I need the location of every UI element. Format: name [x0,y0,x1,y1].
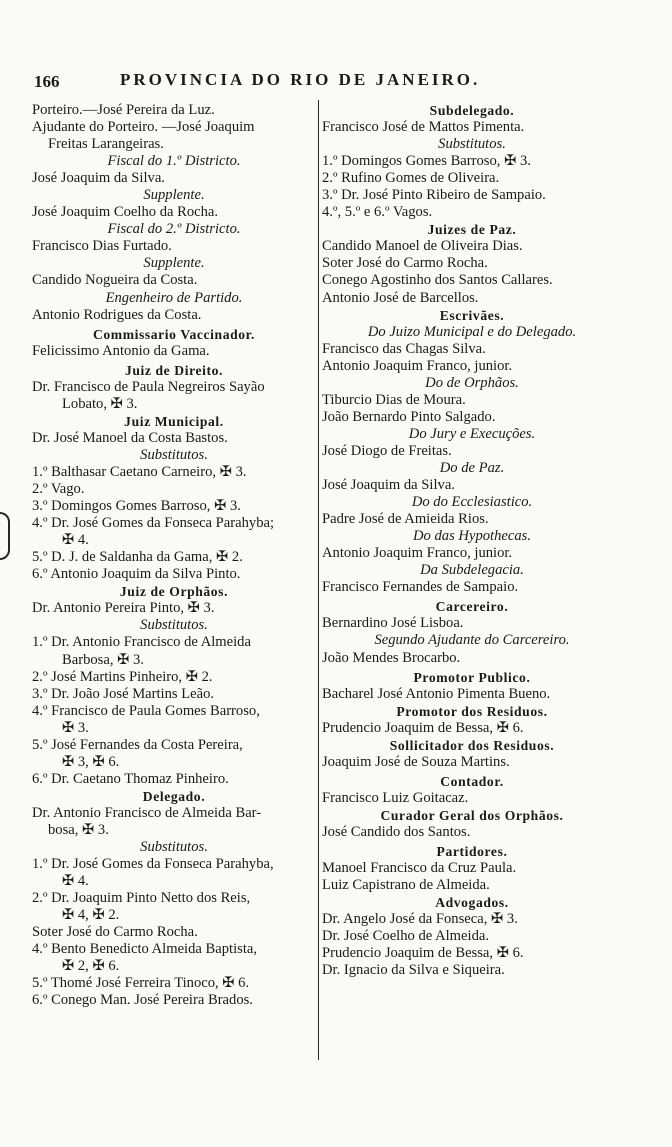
entry-line: Dr. Antonio Pereira Pinto, ✠ 3. [32,600,215,617]
subsection-heading: Do Juizo Municipal e do Delegado. [367,323,577,340]
entry-line: Bernardino José Lisboa. [322,615,464,632]
entry-line: 6.º Antonio Joaquim da Silva Pinto. [32,566,241,583]
section-heading: Partidores. [436,844,508,860]
entry-line: Antonio Joaquim Franco, junior. [322,545,513,562]
entry-line: Luiz Capistrano de Almeida. [322,877,490,894]
subsection-heading: Do Jury e Execuções. [408,425,536,442]
section-heading: Juiz de Direito. [124,362,224,378]
section-heading: Advogados. [435,895,509,911]
entry-line: 4.º Bento Benedicto Almeida Baptista, [32,941,258,958]
entry-line: Candido Nogueira da Costa. [32,272,198,289]
subsection-heading: Do do Ecclesiastico. [411,494,533,511]
subsection-heading: Da Subdelegacia. [420,562,524,579]
page-number: 166 [34,72,60,91]
subsection-heading: Engenheiro de Partido. [105,289,243,306]
subsection-heading: Do de Paz. [439,459,505,476]
entry-line: ✠ 4, ✠ 2. [62,907,120,924]
entry-line: Prudencio Joaquim de Bessa, ✠ 6. [322,719,524,736]
entry-line: 2.º Vago. [32,481,85,498]
entry-line: bosa, ✠ 3. [48,821,109,838]
subsection-heading: Substitutos. [140,446,208,463]
entry-line: Dr. Ignacio da Silva e Siqueira. [322,962,505,979]
entry-line: 2.º Rufino Gomes de Oliveira. [322,170,500,187]
entry-line: Conego Agostinho dos Santos Callares. [322,272,553,289]
entry-line: Manoel Francisco da Cruz Paula. [322,860,517,877]
entry-line: 4.º Francisco de Paula Gomes Barroso, [32,702,260,719]
entry-line: Dr. José Manoel da Costa Bastos. [32,429,228,446]
entry-line: Francisco Luiz Goitacaz. [322,789,469,806]
entry-line: Padre José de Amieida Rios. [322,511,489,528]
subsection-heading: Fiscal do 1.º Districto. [107,153,241,170]
entry-line: João Mendes Brocarbo. [322,649,461,666]
entry-line: 2.º Dr. Joaquim Pinto Netto dos Reis, [32,890,251,907]
entry-line: ✠ 4. [62,873,89,890]
section-heading: Curador Geral dos Orphãos. [380,807,564,823]
section-heading: Juiz de Orphãos. [119,584,229,600]
entry-line: Francisco Fernandes de Sampaio. [322,579,519,596]
entry-line: 5.º José Fernandes da Costa Pereira, [32,736,243,753]
entry-line: 3.º Dr. José Pinto Ribeiro de Sampaio. [322,187,546,204]
subsection-heading: Substitutos. [140,839,208,856]
section-heading: Sollicitador dos Residuos. [389,737,555,753]
entry-line: 6.º Dr. Caetano Thomaz Pinheiro. [32,770,229,787]
entry-line: Francisco das Chagas Silva. [322,340,486,357]
entry-line: 1.º Dr. José Gomes da Fonseca Parahyba, [32,856,274,873]
left-column [32,102,316,1009]
section-heading: Escrivães. [439,307,505,323]
entry-line: Ajudante do Porteiro. —José Joaquim [32,119,255,136]
entry-line: José Diogo de Freitas. [322,442,452,459]
entry-line: Bacharel José Antonio Pimenta Bueno. [322,685,551,702]
entry-line: 2.º José Martins Pinheiro, ✠ 2. [32,668,213,685]
entry-line: Francisco José de Mattos Pimenta. [322,119,525,136]
subsection-heading: Segundo Ajudante do Carcereiro. [374,632,570,649]
entry-line: ✠ 3. [62,719,89,736]
subsection-heading: Substitutos. [140,617,208,634]
entry-line: Dr. José Coelho de Almeida. [322,928,489,945]
entry-line: João Bernardo Pinto Salgado. [322,408,496,425]
entry-line: Felicissimo Antonio da Gama. [32,342,210,359]
entry-line: Freitas Larangeiras. [48,136,164,153]
entry-line: 6.º Conego Man. José Pereira Brados. [32,992,253,1009]
entry-line: José Joaquim da Silva. [322,477,455,494]
subsection-heading: Do das Hypothecas. [413,528,531,545]
entry-line: 5.º Thomé José Ferreira Tinoco, ✠ 6. [32,975,250,992]
section-heading: Delegado. [142,788,206,804]
entry-line: ✠ 4. [62,532,89,549]
section-heading: Carcereiro. [435,599,509,615]
subsection-heading: Fiscal do 2.º Districto. [107,221,241,238]
entry-line: Dr. Antonio Francisco de Almeida Bar- [32,804,262,821]
entry-line: José Candido dos Santos. [322,823,471,840]
entry-line: Tiburcio Dias de Moura. [322,391,466,408]
entry-line: Prudencio Joaquim de Bessa, ✠ 6. [322,945,524,962]
entry-line: Barbosa, ✠ 3. [62,651,144,668]
entry-line: 4.º Dr. José Gomes da Fonseca Parahyba; [32,515,275,532]
entry-line: Francisco Dias Furtado. [32,238,172,255]
entry-line: ✠ 2, ✠ 6. [62,958,120,975]
entry-line: 1.º Dr. Antonio Francisco de Almeida [32,634,251,651]
binding-hole-mark [0,512,10,560]
subsection-heading: Do de Orphãos. [425,374,519,391]
running-title: PROVINCIA DO RIO DE JANEIRO. [120,70,481,89]
entry-line: Dr. Francisco de Paula Negreiros Sayão [32,378,265,395]
entry-line: 3.º Dr. João José Martins Leão. [32,685,215,702]
entry-line: 3.º Domingos Gomes Barroso, ✠ 3. [32,498,241,515]
entry-line: Lobato, ✠ 3. [62,395,138,412]
entry-line: Antonio Rodrigues da Costa. [32,306,202,323]
subsection-heading: Substitutos. [438,136,506,153]
entry-line: Joaquim José de Souza Martins. [322,753,510,770]
right-column [322,102,622,979]
entry-line: Soter José do Carmo Rocha. [322,255,488,272]
entry-line: Antonio José de Barcellos. [322,289,479,306]
entry-line: Candido Manoel de Oliveira Dias. [322,238,523,255]
section-heading: Juiz Municipal. [124,413,224,429]
entry-line: ✠ 3, ✠ 6. [62,753,120,770]
section-heading: Commissario Vaccinador. [92,326,256,342]
section-heading: Promotor Publico. [413,669,531,685]
entry-line: 4.º, 5.º e 6.º Vagos. [322,204,433,221]
entry-line: Dr. Angelo José da Fonseca, ✠ 3. [322,911,518,928]
column-divider [318,100,319,1060]
entry-line: 1.º Balthasar Caetano Carneiro, ✠ 3. [32,463,247,480]
section-heading: Juizes de Paz. [427,222,517,238]
section-heading: Promotor dos Residuos. [396,703,548,719]
entry-line: 1.º Domingos Gomes Barroso, ✠ 3. [322,153,531,170]
section-heading: Contador. [440,773,504,789]
subsection-heading: Supplente. [143,255,205,272]
section-heading: Subdelegado. [429,103,515,118]
subsection-heading: Supplente. [143,187,205,204]
entry-line: José Joaquim da Silva. [32,170,165,187]
entry-line: Antonio Joaquim Franco, junior. [322,357,513,374]
entry-line: José Joaquim Coelho da Rocha. [32,204,219,221]
entry-line: 5.º D. J. de Saldanha da Gama, ✠ 2. [32,549,243,566]
entry-line: Porteiro.—José Pereira da Luz. [32,102,215,118]
entry-line: Soter José do Carmo Rocha. [32,924,198,941]
